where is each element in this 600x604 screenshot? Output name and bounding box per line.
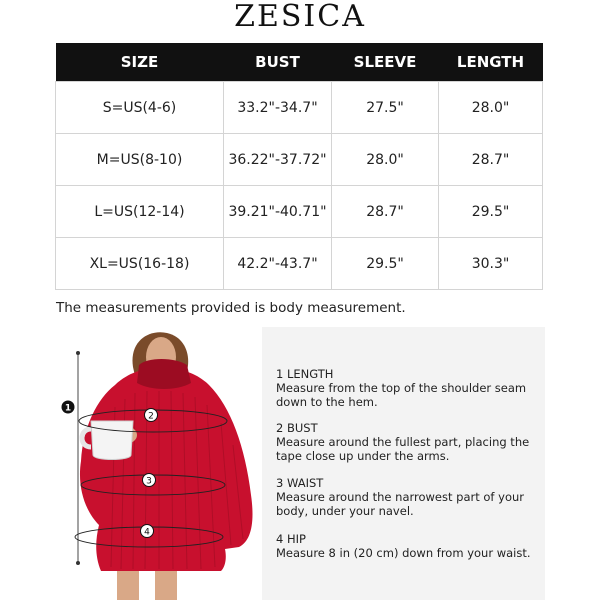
length-cell: 28.0" [439,82,543,134]
size-chart-table [55,43,543,290]
bust-cell: 39.21"-40.71" [224,186,332,238]
marker-1 [62,401,75,414]
sleeve-cell: 29.5" [332,238,439,290]
table-row [56,82,543,134]
guide-item-hip [276,532,541,560]
guide-item-length [276,367,541,409]
length-line-cap-bottom [76,561,80,565]
size-cell: L=US(12-14) [56,186,224,238]
svg-text:1: 1 [64,403,72,414]
column-header-length: LENGTH [439,43,543,82]
length-cell: 28.7" [439,134,543,186]
guide-heading: 2 BUST [276,421,318,435]
bust-cell: 42.2"-43.7" [224,238,332,290]
marker-4 [141,525,154,538]
guide-heading: 4 HIP [276,532,306,546]
sleeve-cell: 28.0" [332,134,439,186]
bust-cell: 36.22"-37.72" [224,134,332,186]
sleeve-cell: 28.7" [332,186,439,238]
size-cell: M=US(8-10) [56,134,224,186]
guide-item-bust [276,421,541,463]
model-figure [55,327,260,600]
table-row [56,134,543,186]
length-line-cap-top [76,351,80,355]
turtleneck-collar [137,359,191,389]
length-cell: 30.3" [439,238,543,290]
size-cell: S=US(4-6) [56,82,224,134]
svg-text:4: 4 [144,527,150,538]
marker-2 [145,409,158,422]
svg-text:2: 2 [148,411,154,422]
measurement-note: The measurements provided is body measurement. [56,300,406,316]
bust-cell: 33.2"-34.7" [224,82,332,134]
svg-text:3: 3 [146,476,152,487]
column-header-size: SIZE [56,43,224,82]
guide-description: Measure from the top of the shoulder seam down to the hem. [276,381,527,409]
sweater-model-illustration [55,327,260,600]
column-header-bust: BUST [224,43,332,82]
sweater-body [80,369,253,571]
guide-description: Measure around the narrowest part of your body, under your navel. [276,490,524,518]
guide-description: Measure around the fullest part, placing the tape close up under the arms. [276,435,530,463]
marker-3 [143,474,156,487]
sleeve-cell: 27.5" [332,82,439,134]
guide-item-waist [276,476,541,518]
size-cell: XL=US(16-18) [56,238,224,290]
brand-logo: ZESICA [234,0,366,34]
measurement-guide-panel [262,327,545,600]
table-row [56,238,543,290]
guide-heading: 3 WAIST [276,476,324,490]
table-row [56,186,543,238]
column-header-sleeve: SLEEVE [332,43,439,82]
table-header-row [56,43,543,82]
length-cell: 29.5" [439,186,543,238]
guide-heading: 1 LENGTH [276,367,334,381]
guide-description: Measure 8 in (20 cm) down from your waist. [276,546,531,560]
